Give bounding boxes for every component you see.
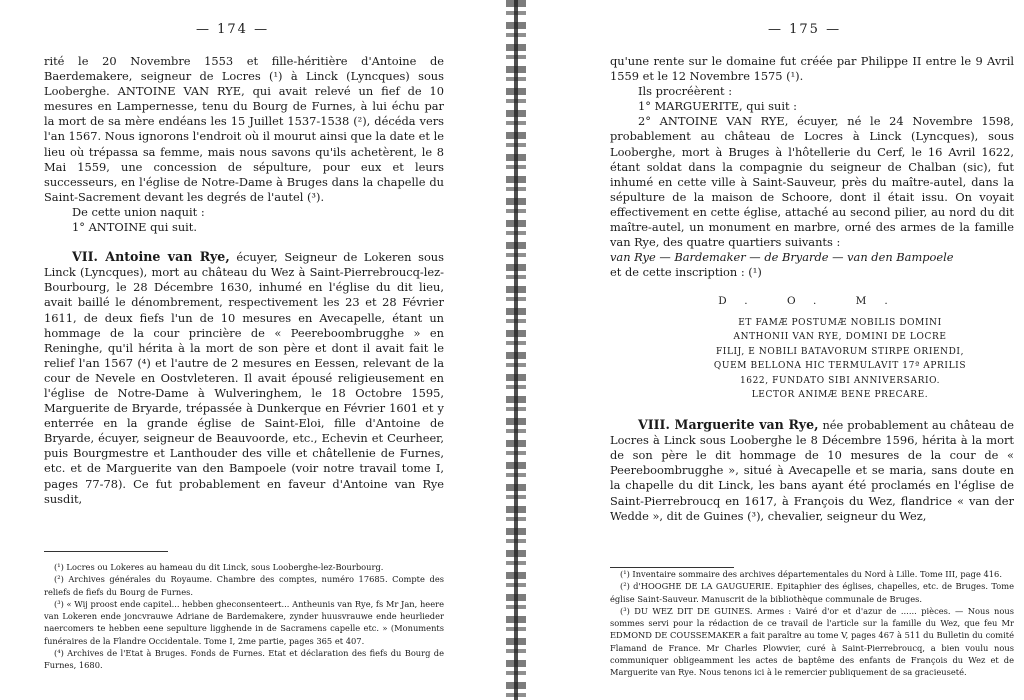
epitaph-line: LECTOR ANIMÆ BENE PRECARE. <box>751 390 929 401</box>
paragraph: 2° ANTOINE VAN RYE, écuyer, né le 24 Novembre 1598, probablement au château de Locres à Linck (Lyncques), sous Looberghe, mort à Bruges à l'hôtellerie du Cerf, le 16 Avril 1622, étant soldat dans la compagnie du seigneur de Chalban (sic), fut inhumé en cette ville à Saint-Sauveur, près du maître-autel, dans la sépulture de la maison de Schoore, dont il était issu. On voyait effectivement en cette église, attaché au second pilier, au nord du dit maître-autel, un monument en marbre, orné des armes de la famille van Rye, des quatre quartiers suivants : <box>610 114 1014 250</box>
arms-quarters: van Rye — Bardemaker — de Bryarde — van den Bampoele <box>610 250 954 265</box>
paragraph: 1° MARGUERITE, qui suit : <box>638 99 798 114</box>
epitaph-line: ANTHONII VAN RYE, DOMINI DE LOCRE <box>733 332 947 343</box>
footnote: (²) d'HOOGHE DE LA GAUGUERIE. Epitaphier des églises, chapelles, etc. de Bruges. Tome église Saint-Sauveur. Manuscrit de la bibliothèque communale de Bruges. <box>610 581 1014 604</box>
section-text: écuyer, Seigneur de Lokeren sous Linck (Lyncques), mort au château du Wez à Saint-Pierrebroucq-lez-Bourbourg, le 28 Décembre 1630, inhumé en l'église du dit lieu, avait baillé le dénombrement, respectivement les 23 et 28 Février 1611, de deux fiefs l'un de 10 mesures en Avecapelle, étant un hommage de la cour princière de « Peereboombrugghe » en Reninghe, qu'il hérita à la mort de son père et dont il avait fait le relief l'an 1567 (⁴) et l'autre de 2 mesures en Eessen, relevant de la cour de Nevele en Oostvleteren. Il avait épousé religieusement en l'église de Notre-Dame à Wulveringhem, le 18 Octobre 1595, Marguerite de Bryarde, trépassée à Dunkerque en Février 1601 et y enterrée en la grande église de Saint-Eloi, fille d'Antoine de Bryarde, écuyer, seigneur de Beauvoorde, etc., Echevin et Ceurheer, puis Bourgmestre et Lanthouder des ville et châtellenie de Furnes, etc. et de Marguerite van den Bampoele (voir notre travail tome I, pages 77-78). Ce fut probablement en faveur d'Antoine van Rye susdit, <box>44 250 444 506</box>
paragraph: 1° ANTOINE qui suit. <box>72 220 198 235</box>
footnote: (²) Archives générales du Royaume. Chambre des comptes, numéro 17685. Compte des reliefs de fiefs du Bourg de Furnes. <box>44 574 444 597</box>
right-footnotes <box>610 568 1014 679</box>
footnote: (⁴) Archives de l'Etat à Bruges. Fonds de Furnes. Etat et déclaration des fiefs du Bourg de Furnes, 1680. <box>44 648 444 671</box>
section-vii <box>44 249 444 507</box>
paragraph: Ils procréèrent : <box>638 84 733 99</box>
epitaph-line: ET FAMÆ POSTUMÆ NOBILIS DOMINI <box>738 317 942 328</box>
footnote: (¹) Locres ou Lokeres au hameau du dit Linck, sous Looberghe-lez-Bourbourg. <box>54 562 384 572</box>
epitaph-line: QUEM BELLONA HIC TERMULAVIT 17ª APRILIS <box>713 361 967 372</box>
left-footnotes <box>44 561 444 672</box>
epitaph <box>610 316 1014 404</box>
epitaph-line: FILIJ, E NOBILI BATAVORUM STIRPE ORIENDI, <box>715 346 965 357</box>
left-body <box>44 54 444 507</box>
paragraph: et de cette inscription : (¹) <box>610 265 762 280</box>
section-viii <box>610 417 1014 524</box>
paragraph: rité le 20 Novembre 1553 et fille-héritière d'Antoine de Baerdemakere, seigneur de Locres (¹) à Linck (Lyncques) sous Looberghe. ANTOINE VAN RYE, qui avait relevé un fief de 10 mesures en Lampernesse, tenu du Bourg de Furnes, à lui échu par la mort de sa mère endéans les 15 Juillet 1537-1538 (²), décéda vers l'an 1567. Nous ignorons l'endroit où il mourut ainsi que la date et le lieu où trépassa sa femme, mais nous savons qu'ils achetèrent, le 8 Mai 1559, une concession de sépulture, pour eux et leurs successeurs, en l'église de Notre-Dame à Bruges dans la chapelle du Saint-Sacrement devant les degrés de l'autel (³). <box>44 54 444 204</box>
footnote: (¹) Inventaire sommaire des archives départementales du Nord à Lille. Tome III, page 416. <box>620 569 1002 579</box>
page-number: — 175 — <box>768 22 842 37</box>
section-text: née probablement au château de Locres à Linck sous Looberghe le 8 Décembre 1596, hérita à la mort de son père le dit hommage de 10 mesures de la cour de « Peereboombrugghe », situé à Avecapelle et se maria, sans doute en la chapelle du dit Linck, les bans ayant été proclamés en l'église de Saint-Pierrebroucq en 1617, à François du Wez, flandrice « van der Wedde », dit de Guines (³), chevalier, seigneur du Wez, <box>610 418 1014 523</box>
section-heading: VIII. Marguerite van Rye, <box>638 417 819 433</box>
epitaph-dom: D. O. M. <box>718 295 906 308</box>
page-number: — 174 — <box>196 22 270 37</box>
footnote-rule <box>44 551 168 552</box>
paragraph: qu'une rente sur le domaine fut créée par Philippe II entre le 9 Avril 1559 et le 12 Novembre 1575 (¹). <box>610 54 1014 84</box>
epitaph-line: 1622, FUNDATO SIBI ANNIVERSARIO. <box>739 375 941 386</box>
section-heading: VII. Antoine van Rye, <box>72 249 230 265</box>
right-body <box>610 54 1014 524</box>
book-gutter-core <box>514 0 518 700</box>
footnote: (³) « Wij proost ende capitel... hebben gheconsenteert... Antheunis van Rye, fs Mr Jan, heere van Lokeren ende joncvrauwe Adriane de Bardemakere, zynder huusvrauwe ende heurlieder naercomers te hebben eene sepulture ligghende in de Sacramens capelle etc. » (Monuments funéraires de la Flandre Occidentale. Tome I, 2me partie, pages 365 et 407. <box>44 598 444 646</box>
paragraph: De cette union naquit : <box>72 204 205 219</box>
right-page <box>520 0 1024 700</box>
footnote: (³) DU WEZ DIT DE GUINES. Armes : Vairé d'or et d'azur de ...... pièces. — Nous nous sommes servi pour la rédaction de ce travail de l'article sur la famille du Wez, que feu Mr EDMOND DE COUSSEMAKER a fait paraître au tome V, pages 467 à 511 du Bulletin du comité Flamand de France. Mr Charles Plowvier, curé à Saint-Pierrebroucq, a bien voulu nous communiquer obligeamment les actes de baptême des enfants de François du Wez et de Marguerite van Rye. Nous tenons ici à le remercier publiquement de sa gracieuseté. <box>610 605 1014 678</box>
